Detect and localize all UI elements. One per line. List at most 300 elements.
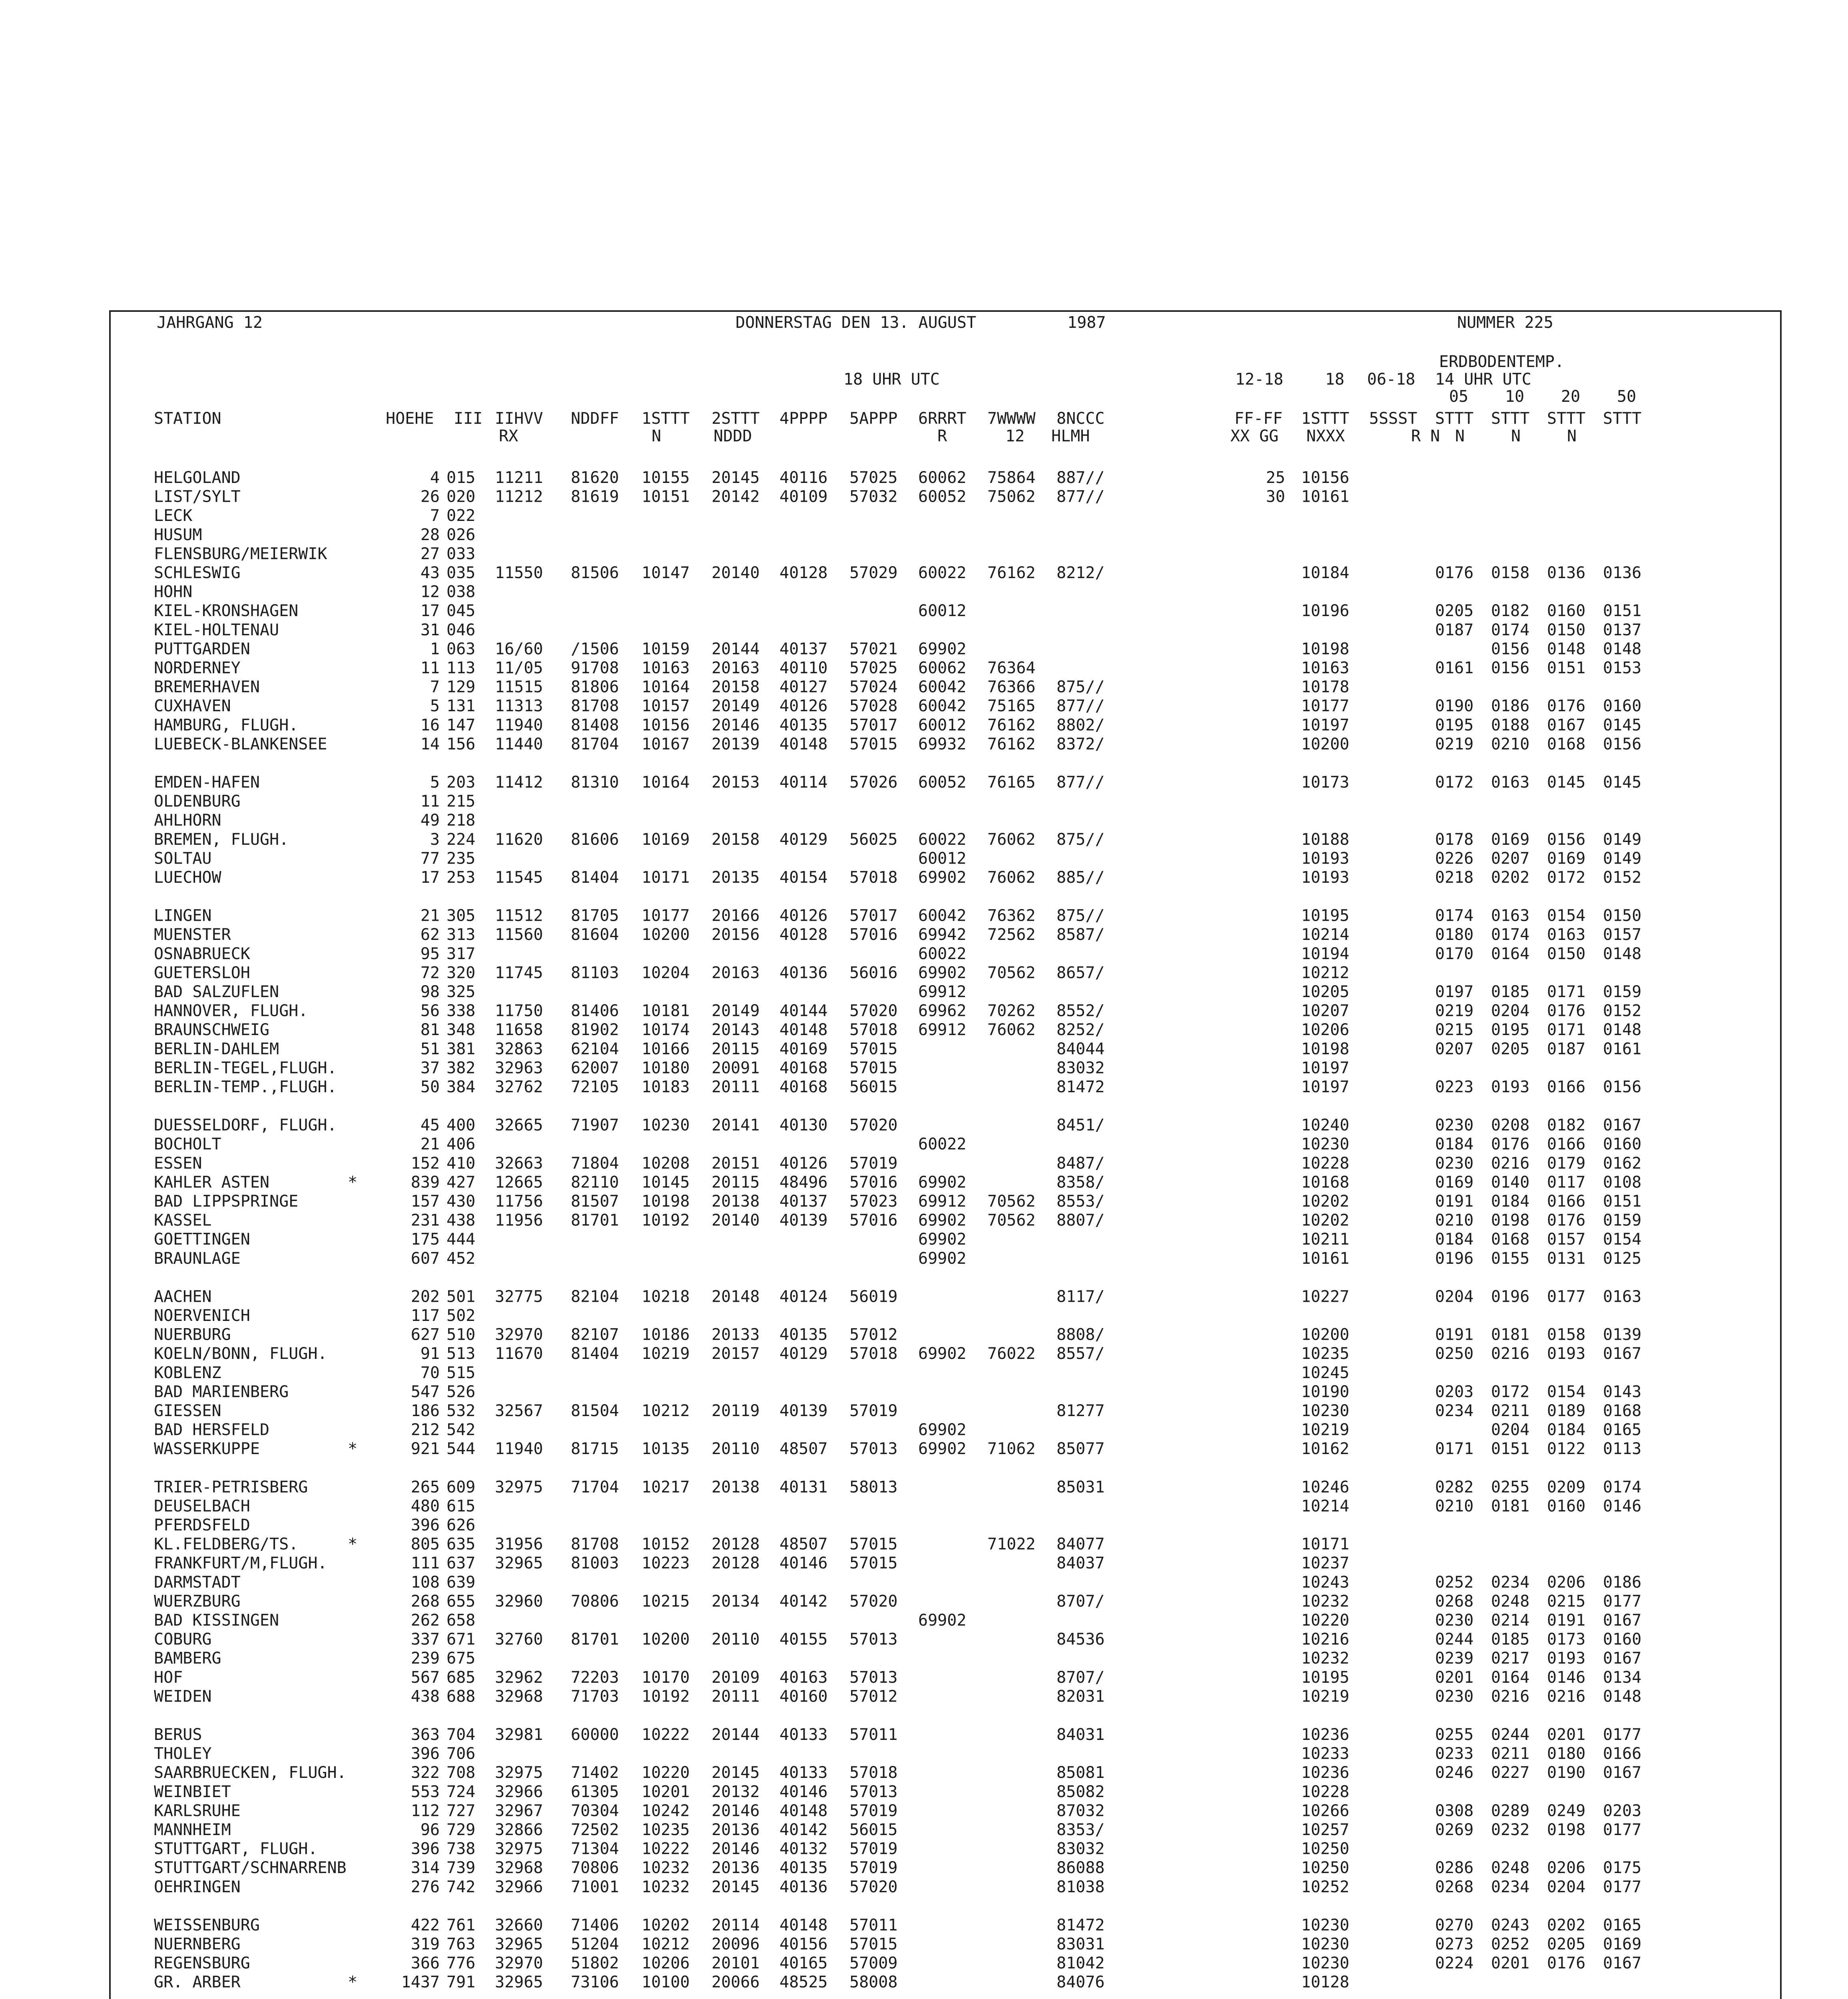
cell-s1: 10219 — [642, 1345, 690, 1363]
cell-iihvv: 32967 — [495, 1801, 543, 1820]
cell-s2: 20146 — [712, 1801, 760, 1820]
cell-t10: 0181 — [1491, 1325, 1530, 1344]
cell-iii: 129 — [447, 678, 476, 696]
cell-s2: 20132 — [712, 1782, 760, 1801]
cell-t10: 0184 — [1491, 1192, 1530, 1211]
cell-t05: 0187 — [1435, 620, 1474, 639]
cell-t10: 0172 — [1491, 1383, 1530, 1401]
cell-t05: 0210 — [1435, 1211, 1474, 1230]
cell-s18: 10230 — [1301, 1935, 1350, 1953]
cell-iihvv: 32981 — [495, 1726, 543, 1744]
station-name: OSNABRUECK — [154, 944, 250, 963]
cell-iii: 015 — [447, 469, 476, 487]
cell-iihvv: 11/05 — [495, 659, 543, 677]
cell-s1: 10242 — [642, 1801, 690, 1820]
cell-hoehe: 62 — [420, 926, 440, 944]
col-subheader-nxxx: NXXX — [1306, 427, 1345, 445]
station-name: DUESSELDORF, FLUGH. — [154, 1116, 337, 1135]
cell-iii: 438 — [447, 1211, 476, 1230]
cell-t20: 0206 — [1547, 1573, 1586, 1592]
cell-w7: 70262 — [987, 1001, 1036, 1020]
cell-s1: 10180 — [642, 1059, 690, 1077]
cell-hoehe: 37 — [420, 1059, 440, 1077]
cell-t20: 0198 — [1547, 1821, 1586, 1839]
station-name: BAD SALZUFLEN — [154, 983, 279, 1001]
cell-t50: 0161 — [1603, 1039, 1642, 1058]
cell-s18: 10177 — [1301, 697, 1350, 716]
station-row-flensburg-meierwik — [154, 545, 475, 563]
station-name: BERUS — [154, 1726, 202, 1744]
cell-iii: 131 — [447, 697, 476, 716]
cell-iihvv: 11550 — [495, 564, 543, 582]
cell-w7: 76364 — [987, 659, 1036, 677]
cell-nddff: 81406 — [571, 1001, 619, 1020]
cell-a5: 57019 — [849, 1154, 898, 1173]
cell-w7: 71022 — [987, 1535, 1036, 1554]
station-name: ESSEN — [154, 1154, 202, 1173]
cell-iii: 544 — [447, 1440, 476, 1458]
cell-s18: 10230 — [1301, 1402, 1350, 1420]
cell-s1: 10218 — [642, 1287, 690, 1306]
cell-nddff: 81507 — [571, 1192, 619, 1211]
cell-iihvv: 32975 — [495, 1839, 543, 1858]
cell-a5: 56016 — [849, 964, 898, 982]
cell-s18: 10197 — [1301, 1059, 1350, 1077]
cell-s2: 20146 — [712, 1839, 760, 1858]
cell-p4: 40127 — [779, 678, 828, 696]
cell-s2: 20141 — [712, 1116, 760, 1135]
station-name: DEUSELBACH — [154, 1497, 250, 1516]
cell-t50: 0167 — [1603, 1764, 1642, 1782]
cell-a5: 57015 — [849, 1535, 898, 1554]
cell-t10: 0252 — [1491, 1935, 1530, 1953]
cell-w7: 76062 — [987, 868, 1036, 887]
cell-p4: 40136 — [779, 1877, 828, 1896]
cell-s18: 10194 — [1301, 944, 1350, 963]
cell-iii: 381 — [447, 1039, 476, 1058]
station-name: WEISSENBURG — [154, 1916, 260, 1935]
cell-p4: 48525 — [779, 1973, 828, 1992]
cell-t50: 0152 — [1603, 1001, 1642, 1020]
station-name: OLDENBURG — [154, 792, 241, 811]
cell-iii: 513 — [447, 1345, 476, 1363]
cell-p4: 40165 — [779, 1954, 828, 1973]
station-name: CUXHAVEN — [154, 697, 231, 716]
cell-iihvv: 32966 — [495, 1877, 543, 1896]
cell-nddff: 81620 — [571, 469, 619, 487]
cell-n8: 8587/ — [1057, 926, 1105, 944]
cell-n8: 85082 — [1057, 1782, 1105, 1801]
cell-iihvv: 11670 — [495, 1345, 543, 1363]
cell-s2: 20111 — [712, 1078, 760, 1096]
cell-s2: 20096 — [712, 1935, 760, 1953]
cell-nddff: 81604 — [571, 926, 619, 944]
cell-a5: 57012 — [849, 1687, 898, 1706]
cell-s2: 20158 — [712, 678, 760, 696]
cell-iihvv: 32962 — [495, 1668, 543, 1687]
cell-a5: 57015 — [849, 1039, 898, 1058]
cell-s2: 20163 — [712, 659, 760, 677]
cell-hoehe: 31 — [420, 620, 440, 639]
cell-iii: 791 — [447, 1973, 476, 1992]
station-name: KOELN/BONN, FLUGH. — [154, 1345, 327, 1363]
cell-a5: 57015 — [849, 735, 898, 754]
cell-w7: 76165 — [987, 773, 1036, 792]
cell-r6: 69912 — [918, 1192, 967, 1211]
cell-iihvv: 11512 — [495, 906, 543, 925]
cell-t20: 0171 — [1547, 983, 1586, 1001]
cell-nddff: 81504 — [571, 1402, 619, 1420]
cell-iii: 609 — [447, 1478, 476, 1496]
cell-t20: 0209 — [1547, 1478, 1586, 1496]
cell-hoehe: 363 — [411, 1726, 440, 1744]
cell-iii: 532 — [447, 1402, 476, 1420]
station-name: BERLIN-DAHLEM — [154, 1039, 279, 1058]
cell-p4: 40136 — [779, 964, 828, 982]
cell-iihvv: 32760 — [495, 1630, 543, 1649]
cell-t50: 0160 — [1603, 697, 1642, 716]
cell-t20: 0205 — [1547, 1935, 1586, 1953]
cell-hoehe: 117 — [411, 1307, 440, 1325]
cell-iihvv: 11515 — [495, 678, 543, 696]
cell-s2: 20146 — [712, 716, 760, 734]
station-name: STUTTGART/SCHNARRENB — [154, 1859, 347, 1877]
cell-iii: 313 — [447, 926, 476, 944]
cell-nddff: 71907 — [571, 1116, 619, 1135]
cell-t10: 0181 — [1491, 1497, 1530, 1516]
cell-hoehe: 27 — [420, 545, 440, 563]
cell-n8: 8212/ — [1057, 564, 1105, 582]
cell-n8: 8657/ — [1057, 964, 1105, 982]
cell-a5: 57009 — [849, 1954, 898, 1973]
cell-t20: 0166 — [1547, 1192, 1586, 1211]
cell-s2: 20114 — [712, 1916, 760, 1935]
cell-t20: 0191 — [1547, 1611, 1586, 1630]
cell-iihvv: 32965 — [495, 1554, 543, 1573]
cell-t20: 0182 — [1547, 1116, 1586, 1135]
cell-iihvv: 11658 — [495, 1021, 543, 1039]
cell-t50: 0165 — [1603, 1420, 1642, 1439]
cell-hoehe: 72 — [420, 964, 440, 982]
cell-r6: 60042 — [918, 697, 967, 716]
cell-t05: 0184 — [1435, 1135, 1474, 1154]
cell-t10: 0169 — [1491, 830, 1530, 849]
cell-t20: 0160 — [1547, 1497, 1586, 1516]
cell-hoehe: 480 — [411, 1497, 440, 1516]
cell-s1: 10198 — [642, 1192, 690, 1211]
cell-iihvv: 11940 — [495, 1440, 543, 1458]
station-name: BAD LIPPSPRINGE — [154, 1192, 299, 1211]
cell-t20: 0193 — [1547, 1649, 1586, 1668]
cell-t50: 0134 — [1603, 1668, 1642, 1687]
cell-t10: 0205 — [1491, 1039, 1530, 1058]
cell-iii: 635 — [447, 1535, 476, 1554]
cell-t20: 0176 — [1547, 1211, 1586, 1230]
cell-nddff: 51802 — [571, 1954, 619, 1973]
cell-n8: 8807/ — [1057, 1211, 1105, 1230]
cell-iii: 427 — [447, 1173, 476, 1192]
station-name: BERLIN-TEGEL,FLUGH. — [154, 1059, 337, 1077]
cell-p4: 40156 — [779, 1935, 828, 1953]
cell-t05: 0234 — [1435, 1402, 1474, 1420]
cell-s18: 10245 — [1301, 1363, 1350, 1382]
cell-s2: 20163 — [712, 964, 760, 982]
cell-nddff: 81708 — [571, 1535, 619, 1554]
cell-iihvv: 11211 — [495, 469, 543, 487]
cell-iii: 406 — [447, 1135, 476, 1154]
cell-r6: 69912 — [918, 983, 967, 1001]
station-name: KASSEL — [154, 1211, 212, 1230]
col-header-hoehe: HOEHE — [386, 409, 434, 428]
cell-w7: 70562 — [987, 1211, 1036, 1230]
cell-n8: 875// — [1057, 830, 1105, 849]
cell-t10: 0195 — [1491, 1021, 1530, 1039]
cell-t05: 0170 — [1435, 944, 1474, 963]
cell-iii: 038 — [447, 583, 476, 601]
cell-t50: 0151 — [1603, 1192, 1642, 1211]
cell-n8: 877// — [1057, 697, 1105, 716]
cell-n8: 84076 — [1057, 1973, 1105, 1992]
col-header-8nccc: 8NCCC — [1057, 409, 1105, 428]
station-name: FLENSBURG/MEIERWIK — [154, 545, 327, 563]
cell-a5: 57018 — [849, 868, 898, 887]
cell-t20: 0202 — [1547, 1916, 1586, 1935]
cell-hoehe: 921 — [411, 1440, 440, 1458]
cell-t10: 0168 — [1491, 1230, 1530, 1249]
depth-50: 50 — [1617, 387, 1637, 406]
cell-iii: 742 — [447, 1877, 476, 1896]
col-header-7wwww: 7WWWW — [987, 409, 1036, 428]
cell-iii: 444 — [447, 1230, 476, 1249]
cell-hoehe: 396 — [411, 1516, 440, 1534]
cell-n8: 83031 — [1057, 1935, 1105, 1953]
cell-t10: 0234 — [1491, 1877, 1530, 1896]
cell-hoehe: 3 — [430, 830, 440, 849]
cell-hoehe: 95 — [420, 944, 440, 963]
cell-a5: 57019 — [849, 1839, 898, 1858]
cell-n8: 87032 — [1057, 1801, 1105, 1820]
cell-t50: 0159 — [1603, 983, 1642, 1001]
cell-p4: 40114 — [779, 773, 828, 792]
erdboden-utc: 14 UHR UTC — [1435, 370, 1531, 389]
cell-t10: 0216 — [1491, 1687, 1530, 1706]
cell-iihvv: 31956 — [495, 1535, 543, 1554]
cell-t10: 0164 — [1491, 1668, 1530, 1687]
station-name: OEHRINGEN — [154, 1877, 241, 1896]
cell-iii: 022 — [447, 507, 476, 525]
cell-iii: 708 — [447, 1764, 476, 1782]
cell-t20: 0154 — [1547, 906, 1586, 925]
cell-s2: 20138 — [712, 1478, 760, 1496]
cell-iihvv: 32762 — [495, 1078, 543, 1096]
col-header-2sttt: 2STTT — [712, 409, 760, 428]
cell-a5: 57015 — [849, 1935, 898, 1953]
cell-iii: 147 — [447, 716, 476, 734]
cell-r6: 60052 — [918, 487, 967, 506]
cell-n8: 8707/ — [1057, 1592, 1105, 1611]
cell-hoehe: 16 — [420, 716, 440, 734]
cell-a5: 58013 — [849, 1478, 898, 1496]
col-header-1sttt: 1STTT — [642, 409, 690, 428]
cell-t20: 0160 — [1547, 602, 1586, 620]
cell-iii: 501 — [447, 1287, 476, 1306]
col-header-sttt: STTT — [1603, 409, 1642, 428]
cell-nddff: 72105 — [571, 1078, 619, 1096]
cell-s18: 10173 — [1301, 773, 1350, 792]
station-name: NUERNBERG — [154, 1935, 241, 1953]
cell-t10: 0243 — [1491, 1916, 1530, 1935]
cell-t50: 0167 — [1603, 1116, 1642, 1135]
col-header-nddff: NDDFF — [571, 409, 619, 428]
cell-w7: 75864 — [987, 469, 1036, 487]
cell-t50: 0177 — [1603, 1726, 1642, 1744]
cell-s1: 10156 — [642, 716, 690, 734]
cell-hoehe: 186 — [411, 1402, 440, 1420]
cell-iii: 739 — [447, 1859, 476, 1877]
station-name: AACHEN — [154, 1287, 212, 1306]
cell-t50: 0146 — [1603, 1497, 1642, 1516]
cell-s2: 20153 — [712, 773, 760, 792]
cell-a5: 57018 — [849, 1764, 898, 1782]
cell-hoehe: 21 — [420, 906, 440, 925]
cell-t05: 0169 — [1435, 1173, 1474, 1192]
cell-s18: 10230 — [1301, 1135, 1350, 1154]
cell-t10: 0207 — [1491, 849, 1530, 868]
cell-p4: 40163 — [779, 1668, 828, 1687]
cell-w7: 76062 — [987, 1021, 1036, 1039]
cell-t50: 0156 — [1603, 1078, 1642, 1096]
cell-nddff: 70304 — [571, 1801, 619, 1820]
cell-iii: 542 — [447, 1420, 476, 1439]
cell-s18: 10171 — [1301, 1535, 1350, 1554]
cell-a5: 57020 — [849, 1877, 898, 1896]
cell-s18: 10200 — [1301, 735, 1350, 754]
cell-r6: 60022 — [918, 564, 967, 582]
cell-t50: 0148 — [1603, 1021, 1642, 1039]
cell-a5: 57013 — [849, 1630, 898, 1649]
cell-t50: 0166 — [1603, 1744, 1642, 1763]
cell-s18: 10246 — [1301, 1478, 1350, 1496]
cell-a5: 57025 — [849, 659, 898, 677]
cell-iihvv: 11313 — [495, 697, 543, 716]
cell-n8: 8802/ — [1057, 716, 1105, 734]
cell-t10: 0174 — [1491, 926, 1530, 944]
cell-t20: 0193 — [1547, 1345, 1586, 1363]
cell-t50: 0108 — [1603, 1173, 1642, 1192]
cell-t10: 0204 — [1491, 1420, 1530, 1439]
cell-iihvv: 32966 — [495, 1782, 543, 1801]
cell-t05: 0230 — [1435, 1611, 1474, 1630]
cell-t10: 0210 — [1491, 735, 1530, 754]
cell-nddff: 91708 — [571, 659, 619, 677]
cell-nddff: 81708 — [571, 697, 619, 716]
cell-s18: 10156 — [1301, 469, 1350, 487]
cell-t05: 0172 — [1435, 773, 1474, 792]
cell-s1: 10159 — [642, 640, 690, 658]
cell-a5: 57029 — [849, 564, 898, 582]
cell-w7: 70562 — [987, 1192, 1036, 1211]
cell-t20: 0136 — [1547, 564, 1586, 582]
cell-a5: 57024 — [849, 678, 898, 696]
cell-s18: 10266 — [1301, 1801, 1350, 1820]
cell-s18: 10195 — [1301, 1668, 1350, 1687]
cell-n8: 875// — [1057, 678, 1105, 696]
cell-s1: 10147 — [642, 564, 690, 582]
cell-t20: 0177 — [1547, 1287, 1586, 1306]
cell-s1: 10192 — [642, 1211, 690, 1230]
cell-hoehe: 396 — [411, 1839, 440, 1858]
cell-s2: 20149 — [712, 1001, 760, 1020]
cell-s1: 10181 — [642, 1001, 690, 1020]
cell-nddff: 71406 — [571, 1916, 619, 1935]
cell-hoehe: 547 — [411, 1383, 440, 1401]
cell-t50: 0177 — [1603, 1592, 1642, 1611]
cell-iii: 637 — [447, 1554, 476, 1573]
cell-nddff: 71703 — [571, 1687, 619, 1706]
cell-s1: 10171 — [642, 868, 690, 887]
cell-s2: 20136 — [712, 1821, 760, 1839]
cell-nddff: /1506 — [571, 640, 619, 658]
cell-nddff: 81408 — [571, 716, 619, 734]
cell-n8: 885// — [1057, 868, 1105, 887]
cell-n8: 8553/ — [1057, 1192, 1105, 1211]
col-subheader-r: R — [937, 427, 947, 445]
cell-n8: 81472 — [1057, 1916, 1105, 1935]
cell-w7: 72562 — [987, 926, 1036, 944]
col-subheader-n: N — [652, 427, 662, 445]
cell-hoehe: 5 — [430, 773, 440, 792]
cell-s18: 10243 — [1301, 1573, 1350, 1592]
cell-s2: 20111 — [712, 1687, 760, 1706]
cell-iii: 626 — [447, 1516, 476, 1534]
cell-p4: 40146 — [779, 1554, 828, 1573]
cell-s1: 10235 — [642, 1821, 690, 1839]
station-name: NUERBURG — [154, 1325, 231, 1344]
cell-t50: 0149 — [1603, 849, 1642, 868]
cell-hoehe: 553 — [411, 1782, 440, 1801]
cell-n8: 8707/ — [1057, 1668, 1105, 1687]
cell-n8: 8353/ — [1057, 1821, 1105, 1839]
cell-r6: 69932 — [918, 735, 967, 754]
station-name: GR. ARBER — [154, 1973, 241, 1992]
cell-s18: 10161 — [1301, 487, 1350, 506]
cell-s1: 10200 — [642, 1630, 690, 1649]
cell-t20: 0150 — [1547, 620, 1586, 639]
cell-p4: 48507 — [779, 1535, 828, 1554]
cell-w7: 76162 — [987, 564, 1036, 582]
cell-hoehe: 43 — [420, 564, 440, 582]
cell-n8: 84536 — [1057, 1630, 1105, 1649]
cell-s2: 20066 — [712, 1973, 760, 1992]
cell-r6: 69912 — [918, 1021, 967, 1039]
cell-s2: 20134 — [712, 1592, 760, 1611]
cell-w7: 75165 — [987, 697, 1036, 716]
cell-p4: 40148 — [779, 735, 828, 754]
cell-r6: 60042 — [918, 906, 967, 925]
cell-hoehe: 627 — [411, 1325, 440, 1344]
cell-p4: 40135 — [779, 716, 828, 734]
cell-hoehe: 337 — [411, 1630, 440, 1649]
station-name: NOERVENICH — [154, 1307, 250, 1325]
station-name: HANNOVER, FLUGH. — [154, 1001, 308, 1020]
cell-s18: 10233 — [1301, 1744, 1350, 1763]
cell-a5: 56019 — [849, 1287, 898, 1306]
cell-s18: 10216 — [1301, 1630, 1350, 1649]
cell-a5: 56025 — [849, 830, 898, 849]
station-name: LECK — [154, 507, 193, 525]
cell-s2: 20140 — [712, 564, 760, 582]
cell-s18: 10228 — [1301, 1782, 1350, 1801]
